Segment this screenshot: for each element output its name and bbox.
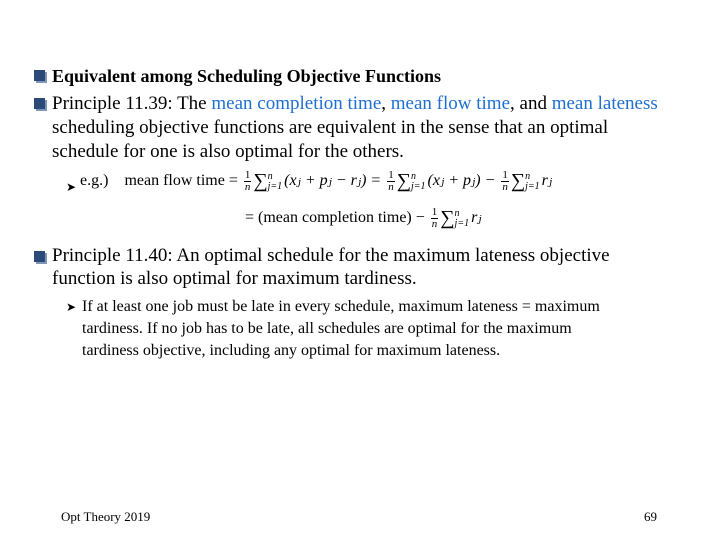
fraction-one-over-n: $\frac{1}{n}$ bbox=[244, 169, 251, 193]
sum-limits: n j=1 bbox=[267, 170, 283, 192]
equation-term: (xⱼ + pⱼ) − bbox=[427, 172, 496, 190]
fraction-one-over-n: $\frac{1}{n}$ bbox=[388, 169, 394, 193]
equation-line2 bbox=[245, 207, 482, 230]
arrow-bullet-icon: ➤ bbox=[66, 300, 77, 314]
principle-11-39-line1 bbox=[52, 93, 658, 115]
sub-bullet-line3: tardiness objective, including any optimal for maximum lateness. bbox=[82, 342, 501, 359]
equation-lhs: mean flow time = bbox=[124, 172, 238, 190]
sum-symbol: ∑ bbox=[253, 170, 268, 192]
separator: , bbox=[381, 93, 391, 114]
equation-term: rⱼ bbox=[541, 172, 553, 190]
term-mean-flow-time: mean flow time bbox=[390, 93, 511, 114]
sum-limits: n j=1 bbox=[525, 170, 540, 192]
sum-symbol: ∑ bbox=[510, 170, 526, 192]
page-number: 69 bbox=[644, 509, 657, 524]
square-bullet-icon bbox=[34, 251, 45, 262]
sum-limits: n j=1 bbox=[454, 207, 470, 229]
equation-term: (xⱼ + pⱼ − rⱼ) = bbox=[284, 172, 382, 190]
footer-left: Opt Theory 2019 bbox=[61, 509, 151, 524]
principle-11-40-line2: function is also optimal for maximum tardiness. bbox=[52, 268, 417, 289]
sum-symbol: ∑ bbox=[440, 207, 455, 229]
fraction-one-over-n: $\frac{1}{n}$ bbox=[431, 206, 438, 230]
slide-heading: Equivalent among Scheduling Objective Functions bbox=[52, 66, 442, 86]
principle-text: Principle 11.39: The bbox=[52, 93, 212, 114]
principle-11-39-line2: scheduling objective functions are equivalent in the sense that an optimal bbox=[52, 117, 609, 138]
term-mean-lateness: mean lateness bbox=[551, 93, 658, 114]
equation-term: rⱼ bbox=[471, 209, 482, 227]
example-label: e.g.) bbox=[80, 172, 109, 190]
sum-limits: n j=1 bbox=[411, 170, 426, 192]
arrow-bullet-icon: ➤ bbox=[66, 180, 77, 194]
equation-line1 bbox=[80, 170, 552, 193]
equation-line2-lhs: = (mean completion time) − bbox=[245, 209, 425, 227]
principle-11-39-line3: schedule for one is also optimal for the others. bbox=[52, 141, 404, 162]
principle-11-40-line1: Principle 11.40: An optimal schedule for the maximum lateness objective bbox=[52, 245, 610, 266]
square-bullet-icon bbox=[34, 70, 45, 81]
square-bullet-icon bbox=[34, 98, 45, 109]
fraction-one-over-n: $\frac{1}{n}$ bbox=[502, 169, 508, 193]
term-mean-completion-time: mean completion time bbox=[211, 93, 382, 114]
sub-bullet-line2: tardiness. If no job has to be late, all schedules are optimal for the maximum bbox=[82, 320, 572, 337]
sum-symbol: ∑ bbox=[396, 170, 411, 192]
sub-bullet-line1: If at least one job must be late in every schedule, maximum lateness = maximum bbox=[82, 298, 600, 315]
separator: , and bbox=[510, 93, 552, 114]
